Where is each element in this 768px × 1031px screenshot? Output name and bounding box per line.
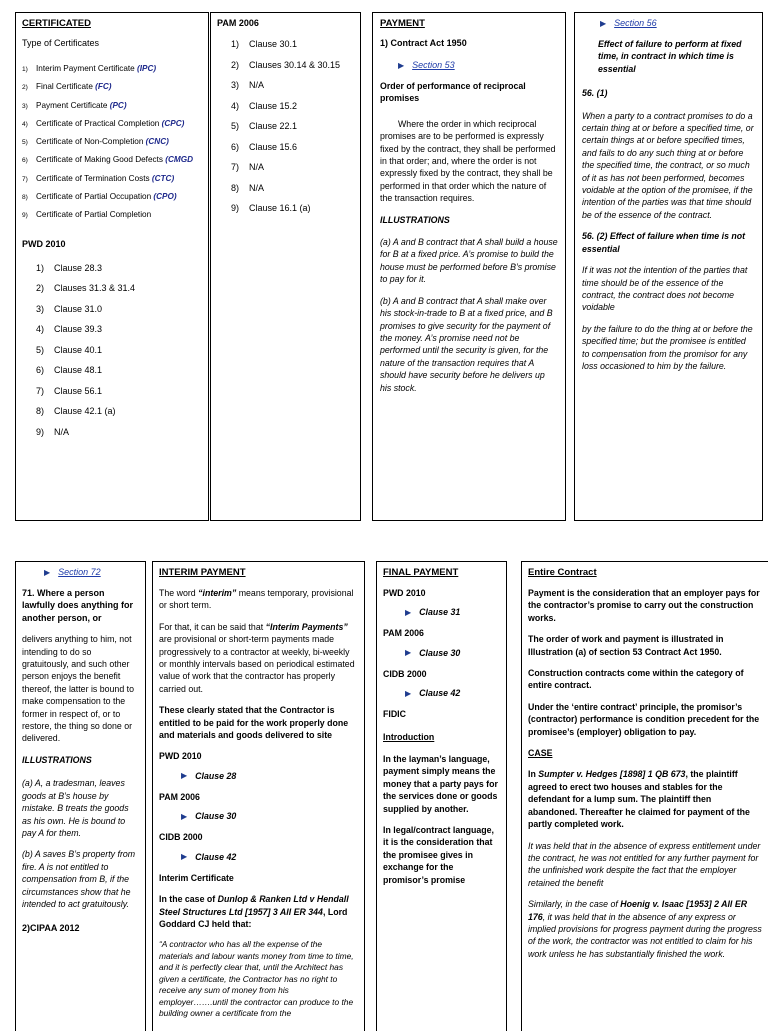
entire-case-sumpter: Sumpter v. Hedges [1898] 1 QB 673: [538, 769, 686, 780]
certificate-item-text: Certificate of Non-Completion: [36, 137, 146, 147]
certificate-item-number: 2): [22, 84, 28, 92]
pam-clause-item: [217, 162, 354, 172]
certificate-item-text: Certificate of Practical Completion: [36, 118, 162, 128]
pam-clause-number: 5): [230, 121, 239, 131]
interim-heading: INTERIM PAYMENT: [159, 567, 246, 578]
pwd-clause-text: Clause 31.0: [54, 303, 103, 314]
pam-clause-text: Clause 15.2: [249, 100, 298, 111]
interim-case-a: In the case of: [159, 894, 218, 905]
section-53-link-row[interactable]: [398, 60, 558, 70]
interim-para-3: These clearly stated that the Contractor is entitled to be paid for the work properly done and materials and goods delivered to site: [159, 705, 349, 741]
triangle-right-icon: ▶: [600, 18, 607, 28]
certificate-item-number: 3): [22, 102, 28, 110]
payment-illustration-a: (a) A and B contract that A shall build a house for B at a fixed price. A’s promise to build the house must be performed before B’s promise to pay for it.: [380, 237, 558, 285]
final-pam-label: PAM 2006: [383, 628, 424, 639]
section-72-illustration-a: (a) A, a tradesman, leaves goods at B’s house by mistake. B treats the goods as his own. He is bound to pay A for them.: [22, 778, 129, 838]
entire-para-2: The order of work and payment is illustrated in Illustration (a) of section 53 Contract Act 1950.: [528, 634, 724, 657]
pwd-clause-item: [22, 263, 202, 273]
entire-para-3: Construction contracts come within the category of entire contract.: [528, 668, 744, 691]
section-71-para-2: delivers anything to him, not intending to do so gratuitously, and such other person enjoys the benefit thereof, the latter is bound to make compensation to the former in respect of, or to restore, the thing so done or delivered.: [22, 634, 134, 744]
certificate-item-number: 5): [22, 139, 28, 147]
certificate-item: [22, 133, 202, 151]
interim-certificate-label: Interim Certificate: [159, 872, 234, 883]
pam-clause-number: 1): [230, 39, 239, 49]
certificate-item-text: Certificate of Making Good Defects: [36, 155, 166, 165]
section-56-title: Effect of failure to perform at fixed time, in contract in which time is essential: [598, 39, 742, 74]
entire-para-6: It was held that in the absence of express entitlement under the contract, he was not entitled for any further payment for the unfinished work despite the fact that the employer retained the benefit: [528, 840, 761, 888]
pwd-clause-text: Clauses 31.3 & 31.4: [54, 283, 136, 294]
section-56-2-body-b: by the failure to do the thing at or before the specified time; but the promisee is entitled to compensation from the promisor for any loss occasioned to him by the failure.: [582, 323, 753, 371]
payment-panel: [372, 12, 566, 521]
interim-cidb-label: CIDB 2000: [159, 832, 203, 843]
certificate-item: [22, 115, 202, 133]
final-pwd-clause: [383, 607, 500, 617]
certificated-heading: CERTIFICATED: [22, 18, 91, 29]
section-71-para-1: 71. Where a person lawfully does anything for another person, or: [22, 588, 134, 623]
section-56-2-body-a: If it was not the intention of the parties that time should be of the essence of the contract, the contract does not become voidable: [582, 265, 748, 313]
triangle-right-icon: ▶: [405, 648, 412, 658]
entire-para-5-b: , the plaintiff agreed to erect two houses and stables for the defendant for a lump sum. The plaintiff then abandoned. Thereafter he claimed for payment of the partly completed work.: [528, 769, 750, 830]
section-72-link[interactable]: Section 72: [58, 567, 101, 577]
pam-panel: [210, 12, 361, 521]
interim-pam-label: PAM 2006: [159, 791, 200, 802]
pwd-clause-text: Clause 42.1 (a): [54, 406, 116, 417]
interim-cidb-clause-label: Clause 42: [195, 851, 237, 862]
interim-quote: “A contractor who has all the expense of the materials and labour wants money from time to time, and it is perfectly clear that, until the Architect has given a certificate, the Contractor has no right to receive any sum of money from his employer…….until the contractor can produce to the building owner a certificate from the: [159, 939, 354, 1019]
interim-payment-panel: [152, 561, 365, 1031]
pwd-clause-text: Clause 40.1: [54, 344, 103, 355]
interim-para-1: [159, 587, 358, 612]
certificate-item: [22, 188, 202, 206]
pam-clause-item: [217, 80, 354, 90]
certificate-item-abbr: (FC): [95, 82, 112, 92]
section-56-2-title: 56. (2) Effect of failure when time is not essential: [582, 231, 746, 254]
certificate-item-abbr: (IPC): [137, 64, 157, 73]
section-56-1-body: When a party to a contract promises to do a certain thing at or before a specified time, or certain things at or before specified times, and fails to do any such thing at or before the specified time, the contract, or so much of it as has not been performed, becomes voidable at the option of the promisee, if the intention of the parties was that time should be of the essence of the contract.: [582, 110, 754, 220]
pwd-clause-text: N/A: [54, 426, 70, 437]
interim-pwd-label: PWD 2010: [159, 751, 202, 762]
pwd-clause-number: 4): [35, 324, 44, 335]
pwd-clause-text: Clause 39.3: [54, 324, 103, 335]
payment-subheading: Order of performance of reciprocal promises: [380, 81, 526, 104]
pwd-clause-number: 2): [35, 283, 44, 294]
pam-clause-list: [217, 39, 354, 213]
pam-clause-text: Clause 15.6: [249, 141, 298, 152]
entire-case-label: CASE: [528, 748, 553, 759]
pam-heading: PAM 2006: [217, 18, 259, 28]
entire-contract-heading: Entire Contract: [528, 567, 597, 578]
pwd-clause-item: [22, 283, 202, 293]
entire-para-7-b: , it was held that in the absence of any express or implied provisions for progress payment during the progress of the work, the contractor was not entitled to claim for his work unless he has substantially finished the work.: [528, 911, 762, 959]
pwd-clause-number: 1): [35, 262, 44, 273]
payment-illustrations-label: ILLUSTRATIONS: [380, 214, 450, 225]
pwd-clause-number: 3): [35, 303, 44, 314]
pam-clause-number: 3): [230, 80, 239, 90]
interim-para-2-b: are provisional or short-term payments made progressively to a contractor at weekly, bi-weekly or monthly intervals based on periodical estimated value of work that the contractor has properly carried out.: [159, 634, 355, 694]
certificate-item: [22, 170, 202, 188]
certificate-item-number: 6): [22, 157, 28, 165]
triangle-right-icon: ▶: [405, 607, 412, 617]
pam-clause-text: N/A: [249, 80, 265, 90]
interim-para-1-b: means temporary, provisional or short term.: [159, 588, 354, 611]
pam-clause-number: 6): [230, 141, 239, 152]
section-56-link[interactable]: Section 56: [614, 18, 657, 28]
pwd-clause-number: 8): [35, 406, 44, 417]
final-heading: FINAL PAYMENT: [383, 567, 459, 578]
certificate-item-text: Certificate of Partial Occupation: [36, 192, 154, 202]
pam-clause-item: [217, 39, 354, 49]
interim-pwd-clause: [159, 771, 358, 781]
interim-para-1-a: The word: [159, 588, 199, 598]
triangle-right-icon: ▶: [181, 852, 188, 862]
entire-para-4: Under the ‘entire contract’ principle, the promisor’s (contractor) performance is condition precedent for the promisee’s (employer) obligation to pay.: [528, 701, 760, 737]
triangle-right-icon: ▶: [405, 688, 412, 698]
certificate-item-text: Certificate of Partial Completion: [36, 210, 152, 220]
pam-clause-number: 8): [230, 182, 239, 193]
final-payment-panel: [376, 561, 507, 1031]
triangle-right-icon: ▶: [398, 60, 405, 70]
final-pam-clause: [383, 648, 500, 658]
certificate-item-text: Certificate of Termination Costs: [36, 173, 152, 183]
pwd-clause-number: 9): [35, 426, 44, 437]
certificate-item-number: 7): [22, 175, 28, 183]
pwd-label: PWD 2010: [22, 238, 66, 249]
pam-clause-number: 2): [230, 59, 239, 70]
entire-para-5-a: In: [528, 769, 539, 780]
interim-cidb-clause: [159, 852, 358, 862]
pam-clause-number: 4): [230, 100, 239, 111]
interim-payments-word: “Interim Payments”: [265, 621, 348, 632]
contract-act-label: 1) Contract Act 1950: [380, 38, 467, 48]
pwd-clause-number: 5): [35, 344, 44, 355]
pam-clause-text: N/A: [249, 182, 265, 193]
interim-para-2: [159, 621, 358, 695]
final-pam-clause-label: Clause 30: [419, 647, 461, 658]
certificate-item: [22, 151, 202, 169]
pwd-clause-text: Clause 28.3: [54, 262, 103, 273]
entire-case-hoenig: Hoenig v. Isaac [1953] 2 All ER 176: [528, 899, 748, 922]
pam-clause-text: Clauses 30.14 & 30.15: [249, 59, 341, 70]
final-para-1: In the layman’s language, payment simply means the money that a party pays for the services done or goods supplied by another.: [383, 754, 498, 814]
interim-para-2-a: For that, it can be said that: [159, 621, 266, 632]
interim-case-name: Dunlop & Ranken Ltd v Hendall Steel Structures Ltd [1957] 3 All ER 344: [159, 894, 349, 917]
pam-clause-item: [217, 60, 354, 70]
interim-pam-clause: [159, 811, 358, 821]
final-cidb-label: CIDB 2000: [383, 668, 427, 679]
entire-para-5: [528, 768, 762, 830]
final-introduction-label: Introduction: [383, 731, 435, 742]
certificate-list: [22, 60, 202, 225]
final-cidb-clause-label: Clause 42: [419, 688, 461, 699]
final-pwd-clause-label: Clause 31: [419, 607, 461, 618]
final-fidic-label: FIDIC: [383, 709, 406, 720]
certificate-item-number: 1): [22, 66, 28, 73]
payment-body-text: Where the order in which reciprocal promises are to be performed is expressly fixed by the contract, they shall be performed in that order; and, where the order is not expressly fixed by the contract, they shall be performed in that order which the nature of the transaction requires.: [380, 118, 556, 204]
pwd-clause-item: [22, 427, 202, 437]
pwd-clause-number: 7): [35, 385, 44, 396]
certificate-item: [22, 206, 202, 224]
section-72-illustration-b: (b) A saves B’s property from fire. A is not entitled to compensation from B, if the circumstances show that he intended to act gratuitously.: [22, 849, 136, 909]
section-56-1-label: 56. (1): [582, 88, 608, 99]
certificate-item-text: Payment Certificate: [36, 100, 110, 110]
certificate-item-text: Interim Payment Certificate: [36, 64, 138, 73]
pam-clause-text: Clause 16.1 (a): [249, 203, 311, 213]
entire-para-7: [528, 898, 762, 960]
certificate-item: [22, 60, 202, 78]
certificate-types-label: Type of Certificates: [22, 38, 100, 48]
section-56-panel: [574, 12, 763, 521]
certificate-item-abbr: (CNC): [145, 137, 169, 147]
interim-word: “interim”: [198, 588, 237, 598]
certificate-item-abbr: (CPO): [153, 192, 177, 202]
pwd-clause-text: Clause 56.1: [54, 385, 103, 396]
interim-case-b: , Lord Goddard CJ held that:: [159, 906, 348, 929]
section-72-illustrations-label: ILLUSTRATIONS: [22, 754, 92, 765]
pam-clause-text: N/A: [249, 162, 265, 172]
interim-pam-clause-label: Clause 30: [195, 811, 237, 822]
section-53-link[interactable]: Section 53: [412, 60, 455, 70]
section-56-link-row[interactable]: [600, 18, 755, 28]
interim-pwd-clause-label: Clause 28: [195, 770, 237, 781]
pwd-clause-item: [22, 345, 202, 355]
triangle-right-icon: ▶: [44, 567, 51, 577]
certificate-item-abbr: (CPC): [161, 118, 185, 128]
entire-para-1: Payment is the consideration that an employer pays for the contractor’s promise to carry out the construction works.: [528, 588, 760, 623]
pam-clause-item: [217, 121, 354, 131]
pam-clause-item: [217, 203, 354, 213]
pwd-clause-item: [22, 386, 202, 396]
certificate-item-number: 9): [22, 212, 28, 220]
pwd-clause-item: [22, 406, 202, 416]
pwd-clause-item: [22, 304, 202, 314]
pam-clause-item: [217, 101, 354, 111]
pam-clause-item: [217, 183, 354, 193]
certificate-item: [22, 97, 202, 115]
entire-contract-panel: [521, 561, 768, 1031]
final-pwd-label: PWD 2010: [383, 588, 426, 598]
cipaa-label: 2)CIPAA 2012: [22, 923, 80, 934]
interim-case-para: [159, 893, 358, 930]
certificated-panel: [15, 12, 209, 521]
pwd-clause-item: [22, 365, 202, 375]
pwd-clause-text: Clause 48.1: [54, 365, 103, 376]
pam-clause-text: Clause 22.1: [249, 121, 298, 131]
certificate-item-number: 4): [22, 120, 28, 128]
pam-clause-number: 7): [230, 162, 239, 172]
pam-clause-text: Clause 30.1: [249, 39, 298, 49]
entire-para-7-a: Similarly, in the case of: [528, 899, 621, 910]
pwd-clause-list: [22, 263, 202, 437]
certificate-item: [22, 78, 202, 96]
final-para-2: In legal/contract language, it is the consideration that the promisee gives in exchange for the promisor’s promise: [383, 825, 494, 885]
certificate-item-abbr: (CMGD: [165, 155, 193, 165]
certificate-item-abbr: (PC): [109, 100, 127, 110]
triangle-right-icon: ▶: [181, 811, 188, 821]
pwd-clause-item: [22, 324, 202, 334]
section-72-link-row[interactable]: [44, 567, 139, 577]
payment-body: [380, 118, 558, 205]
certificate-item-abbr: (CTC): [151, 173, 175, 183]
final-cidb-clause: [383, 688, 500, 698]
certificate-item-number: 8): [22, 194, 28, 202]
payment-illustration-b: (b) A and B contract that A shall make over his stock-in-trade to B at a fixed price, and B promises to give security for the payment of the money. A’s promise need not be performed until the security is given, for the nature of the transaction requires that A should have security before he delivers up his stock.: [380, 295, 553, 393]
triangle-right-icon: ▶: [181, 771, 188, 781]
payment-heading: PAYMENT: [380, 18, 425, 29]
pwd-clause-number: 6): [35, 365, 44, 376]
section-72-panel: [15, 561, 146, 1031]
pam-clause-item: [217, 142, 354, 152]
pam-clause-number: 9): [230, 203, 239, 213]
certificate-item-text: Final Certificate: [36, 82, 96, 92]
